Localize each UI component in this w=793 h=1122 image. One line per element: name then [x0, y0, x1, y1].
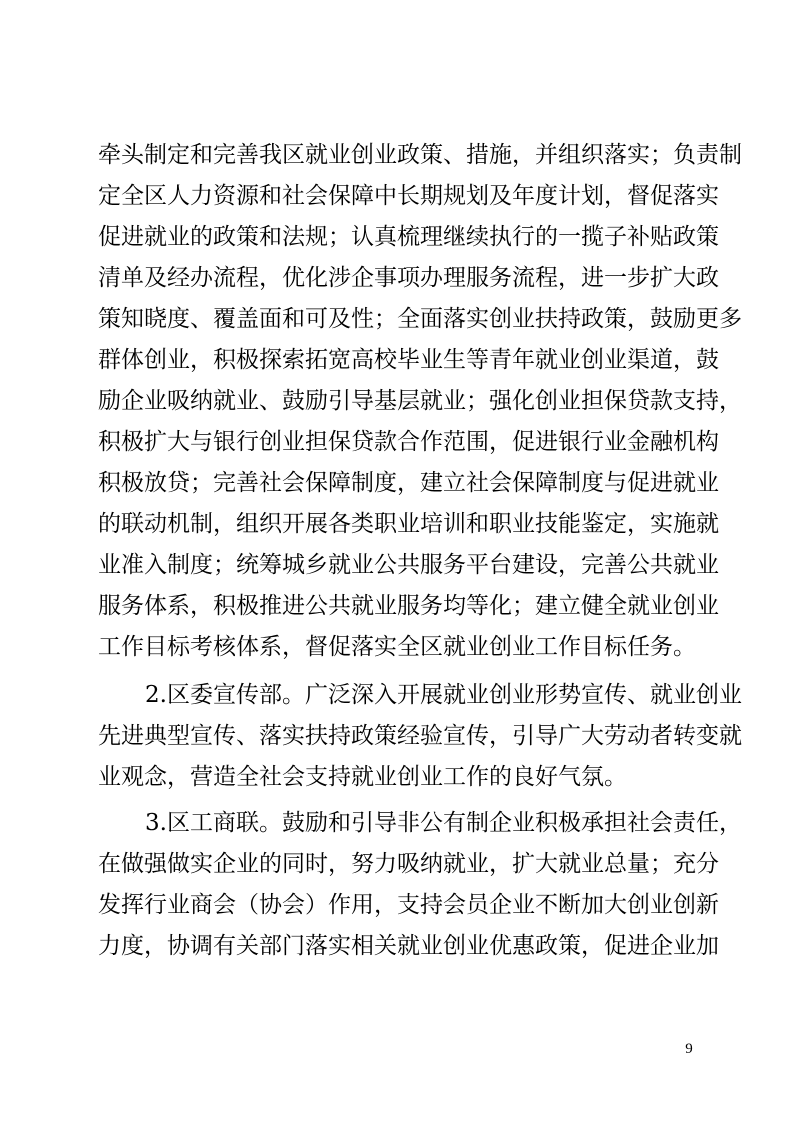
text-line: 先进典型宣传、落实扶持政策经验宣传，引导广大劳动者转变就 — [98, 723, 742, 749]
text-line: 积极扩大与银行创业担保贷款合作范围，促进银行业金融机构 — [98, 429, 719, 455]
text-line: 服务体系，积极推进公共就业服务均等化；建立健全就业创业 — [98, 593, 719, 619]
page-number: 9 — [685, 1041, 693, 1057]
text-line: 3.区工商联。鼓励和引导非公有制企业积极承担社会责任， — [145, 810, 742, 836]
text-line: 业准入制度；统筹城乡就业公共服务平台建设，完善公共就业 — [98, 552, 719, 578]
text-line: 的联动机制，组织开展各类职业培训和职业技能鉴定，实施就 — [98, 511, 719, 537]
text-line: 促进就业的政策和法规；认真梳理继续执行的一揽子补贴政策 — [98, 224, 719, 250]
text-line: 策知晓度、覆盖面和可及性；全面落实创业扶持政策，鼓励更多 — [98, 306, 742, 332]
text-line: 2.区委宣传部。广泛深入开展就业创业形势宣传、就业创业 — [145, 682, 742, 708]
text-line: 牵头制定和完善我区就业创业政策、措施，并组织落实；负责制 — [98, 142, 742, 168]
text-line: 业观念，营造全社会支持就业创业工作的良好气氛。 — [98, 764, 627, 790]
text-line: 定全区人力资源和社会保障中长期规划及年度计划，督促落实 — [98, 183, 719, 209]
text-line: 积极放贷；完善社会保障制度，建立社会保障制度与促进就业 — [98, 470, 719, 496]
text-line: 力度，协调有关部门落实相关就业创业优惠政策，促进企业加 — [98, 933, 719, 959]
text-line: 清单及经办流程，优化涉企事项办理服务流程，进一步扩大政 — [98, 265, 719, 291]
text-line: 群体创业，积极探索拓宽高校毕业生等青年就业创业渠道，鼓 — [98, 347, 719, 373]
text-line: 工作目标考核体系，督促落实全区就业创业工作目标任务。 — [98, 634, 696, 660]
text-line: 在做强做实企业的同时，努力吸纳就业，扩大就业总量；充分 — [98, 851, 719, 877]
text-line: 励企业吸纳就业、鼓励引导基层就业；强化创业担保贷款支持， — [98, 388, 742, 414]
text-line: 发挥行业商会（协会）作用，支持会员企业不断加大创业创新 — [98, 892, 719, 918]
